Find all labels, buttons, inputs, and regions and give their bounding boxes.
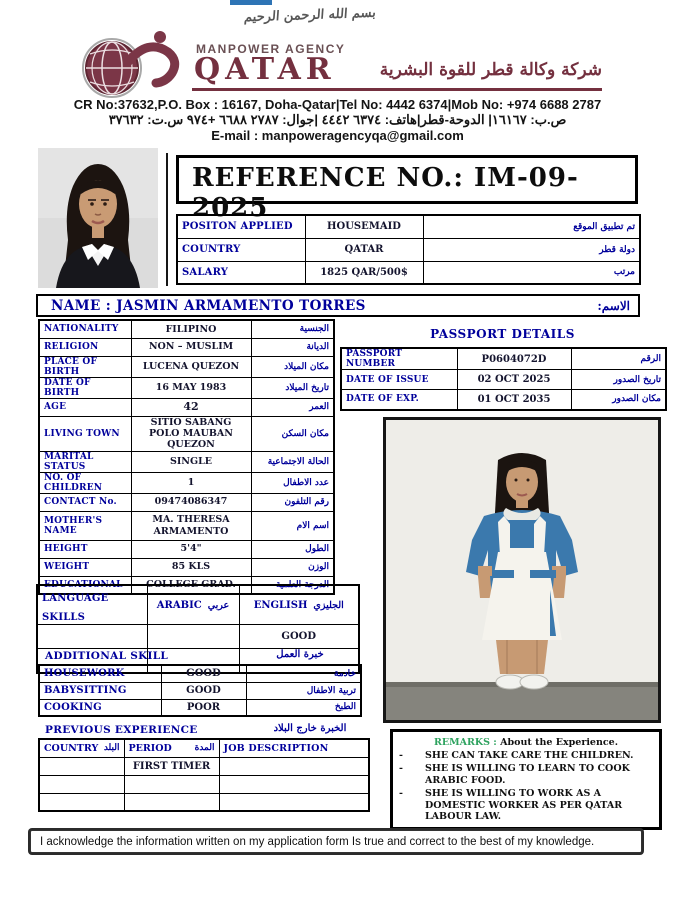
position-applied-label: POSITON APPLIED xyxy=(177,215,305,238)
country-arabic: دولة قطر xyxy=(423,238,640,261)
height-arabic: الطول xyxy=(251,540,334,558)
housework-value: GOOD xyxy=(161,665,246,682)
remark-text: SHE IS WILLING TO LEARN TO COOK ARABIC FOOD. xyxy=(425,762,630,786)
job-cell xyxy=(219,793,369,811)
job-cell xyxy=(219,775,369,793)
religion-arabic: الديانة xyxy=(251,338,334,356)
weight-label: WEIGHT xyxy=(39,558,131,576)
country-cell xyxy=(39,775,124,793)
globe-icon xyxy=(72,28,197,98)
babysitting-arabic: تربية الاطفال xyxy=(246,682,361,699)
table-row xyxy=(39,377,334,398)
age-value: 42 xyxy=(131,398,251,416)
table-row xyxy=(39,451,334,472)
period-column-header xyxy=(124,739,219,757)
table-row xyxy=(39,540,334,558)
table-row xyxy=(39,665,361,682)
photo-divider-line xyxy=(166,153,168,286)
marital-status-value: SINGLE xyxy=(131,451,251,472)
header-divider xyxy=(192,88,602,91)
bismillah-calligraphy: بسم الله الرحمن الرحيم xyxy=(243,5,377,26)
remark-item xyxy=(399,763,653,787)
bullet-dash: - xyxy=(399,750,403,761)
remark-text: SHE IS WILLING TO WORK AS A DOMESTIC WORKER AS PER QATAR LABOUR LAW. xyxy=(425,787,623,823)
bullet-dash: - xyxy=(399,762,403,774)
age-arabic: العمر xyxy=(251,398,334,416)
agency-name-arabic: شركة وكالة قطر للقوة البشرية xyxy=(379,60,602,80)
educational-arabic: الدرجة العلمية xyxy=(251,576,334,594)
passport-number-label: PASSPORT NUMBER xyxy=(341,348,457,370)
remarks-title xyxy=(399,737,653,748)
religion-label: RELIGION xyxy=(39,338,131,356)
height-label: HEIGHT xyxy=(39,540,131,558)
country-label: COUNTRY xyxy=(177,238,305,261)
applicant-name: NAME : JASMIN ARMAMENTO TORRES xyxy=(51,297,366,314)
empty-cell xyxy=(37,625,147,649)
table-row xyxy=(39,472,334,493)
date-of-issue-label: DATE OF ISSUE xyxy=(341,370,457,390)
country-column-header xyxy=(39,739,124,757)
religion-value: NON – MUSLIM xyxy=(131,338,251,356)
scan-blue-mark xyxy=(230,0,272,5)
table-row xyxy=(39,398,334,416)
previous-experience-title-arabic: الخبرة خارج البلاد xyxy=(273,723,347,734)
period-header-arabic: المدة xyxy=(194,743,215,754)
acknowledgement-box xyxy=(30,830,642,853)
table-row xyxy=(341,390,666,410)
table-row xyxy=(39,739,369,757)
table-row xyxy=(39,699,361,716)
contact-value: 09474086347 xyxy=(131,493,251,511)
living-town-label: LIVING TOWN xyxy=(39,416,131,451)
date-of-exp-label: DATE OF EXP. xyxy=(341,390,457,410)
place-of-birth-arabic: مكان الميلاد xyxy=(251,356,334,377)
children-value: 1 xyxy=(131,472,251,493)
nationality-value: FILIPINO xyxy=(131,320,251,338)
salary-arabic: مرتب xyxy=(423,261,640,284)
contact-info-line: CR No:37632,P.O. Box : 16167, Doha-Qatar|Tel No: 4442 6374|Mob No: +974 6688 2787 xyxy=(73,97,602,112)
table-row xyxy=(39,511,334,540)
additional-skill-title: ADDITIONAL SKILL xyxy=(45,650,169,662)
educational-label: EDUCATIONAL xyxy=(39,576,131,594)
children-arabic: عدد الاطفال xyxy=(251,472,334,493)
babysitting-label: BABYSITTING xyxy=(39,682,161,699)
table-row xyxy=(39,757,369,775)
remarks-box xyxy=(390,729,662,830)
cooking-label: COOKING xyxy=(39,699,161,716)
contact-label: CONTACT No. xyxy=(39,493,131,511)
passport-details-title: PASSPORT DETAILS xyxy=(430,327,575,341)
personal-details-table xyxy=(38,319,335,595)
contact-arabic: رقم التلفون xyxy=(251,493,334,511)
date-of-birth-label: DATE OF BIRTH xyxy=(39,377,131,398)
portrait-photo-image xyxy=(38,148,158,288)
table-row xyxy=(39,338,334,356)
period-cell xyxy=(124,793,219,811)
name-label-arabic: الاسم: xyxy=(597,298,630,313)
arabic-level-cell xyxy=(147,625,239,649)
full-body-photo xyxy=(383,417,661,723)
table-row xyxy=(37,585,359,625)
agency-logo xyxy=(72,28,197,98)
date-of-birth-arabic: تاريخ الميلاد xyxy=(251,377,334,398)
table-row xyxy=(39,356,334,377)
date-of-birth-value: 16 MAY 1983 xyxy=(131,377,251,398)
remarks-label: REMARKS : xyxy=(433,737,497,748)
height-value: 5'4" xyxy=(131,540,251,558)
position-table xyxy=(176,214,641,285)
nationality-label: NATIONALITY xyxy=(39,320,131,338)
date-of-issue-value: 02 OCT 2025 xyxy=(457,370,571,390)
table-row xyxy=(177,238,640,261)
passport-number-arabic: الرقم xyxy=(571,348,666,370)
contact-info-line-arabic: ص.ب: ١٦١٦٧| الدوحة-قطر|هاتف: ٦٣٧٤ ٤٤٤٢ |جوال: ٢٧٨٧ ٦٦٨٨ +٩٧٤ س.ت: ٣٧٦٣٢ xyxy=(108,112,567,127)
cooking-value: POOR xyxy=(161,699,246,716)
table-row xyxy=(39,320,334,338)
country-header-arabic: البلد xyxy=(103,743,120,754)
bullet-dash: - xyxy=(399,787,403,799)
name-bar xyxy=(36,294,640,317)
mother-name-value: MA. THERESA ARMAMENTO xyxy=(131,511,251,540)
table-row xyxy=(39,793,369,811)
additional-skill-title-arabic: خبرة العمل xyxy=(276,649,324,660)
table-row xyxy=(39,558,334,576)
email-line: E-mail : manpoweragencyqa@gmail.com xyxy=(211,128,464,143)
acknowledgement-text: I acknowledge the information written on my application form Is true and correct to the best of my knowledge. xyxy=(40,835,595,848)
english-label: ENGLISH xyxy=(253,599,308,611)
table-row xyxy=(39,775,369,793)
nationality-arabic: الجنسية xyxy=(251,320,334,338)
marital-status-label: MARITAL STATUS xyxy=(39,451,131,472)
marital-status-arabic: الحالة الاجتماعية xyxy=(251,451,334,472)
place-of-birth-label: PLACE OF BIRTH xyxy=(39,356,131,377)
remark-item xyxy=(399,788,653,824)
age-label: AGE xyxy=(39,398,131,416)
language-skills-label: LANGUAGE SKILLS xyxy=(42,593,109,623)
table-row xyxy=(39,682,361,699)
country-header-label: COUNTRY xyxy=(44,742,99,754)
job-cell xyxy=(219,757,369,775)
english-column-header xyxy=(239,585,359,625)
language-skills-header xyxy=(37,585,147,625)
country-cell xyxy=(39,793,124,811)
educational-value: COLLEGE GRAD. xyxy=(131,576,251,594)
english-label-arabic: الجليزي xyxy=(313,599,344,611)
agency-subtitle: MANPOWER AGENCY xyxy=(196,42,346,56)
reference-number-box xyxy=(176,155,638,223)
arabic-label-arabic: عربي xyxy=(207,599,230,611)
table-row xyxy=(39,493,334,511)
previous-experience-table xyxy=(38,738,370,812)
mother-name-arabic: اسم الام xyxy=(251,511,334,540)
cooking-arabic: الطبخ xyxy=(246,699,361,716)
remark-text: SHE CAN TAKE CARE THE CHILDREN. xyxy=(425,750,634,761)
housework-arabic: خادمة xyxy=(246,665,361,682)
period-header-label: PERIOD xyxy=(128,742,172,754)
country-value: QATAR xyxy=(305,238,423,261)
agency-name: QATAR xyxy=(194,52,336,87)
additional-skill-table xyxy=(38,664,362,717)
period-cell: FIRST TIMER xyxy=(124,757,219,775)
table-row xyxy=(177,215,640,238)
date-of-issue-arabic: تاريخ الصدور xyxy=(571,370,666,390)
full-body-photo-image xyxy=(386,420,658,720)
weight-value: 85 KLS xyxy=(131,558,251,576)
passport-table xyxy=(340,347,667,411)
table-row xyxy=(39,416,334,451)
previous-experience-title: PREVIOUS EXPERIENCE xyxy=(45,724,198,736)
country-cell xyxy=(39,757,124,775)
salary-label: SALARY xyxy=(177,261,305,284)
babysitting-value: GOOD xyxy=(161,682,246,699)
arabic-column-header xyxy=(147,585,239,625)
mother-name-label: MOTHER'S NAME xyxy=(39,511,131,540)
position-applied-arabic: تم تطبيق الموقع xyxy=(423,215,640,238)
english-level-cell: GOOD xyxy=(239,625,359,649)
living-town-value: SITIO SABANG POLO MAUBAN QUEZON xyxy=(131,416,251,451)
remarks-heading: About the Experience. xyxy=(500,737,619,748)
passport-number-value: P0604072D xyxy=(457,348,571,370)
housework-label: HOUSEWORK xyxy=(39,665,161,682)
place-of-birth-value: LUCENA QUEZON xyxy=(131,356,251,377)
remark-item xyxy=(399,750,653,762)
salary-value: 1825 QAR/500$ xyxy=(305,261,423,284)
table-row xyxy=(341,370,666,390)
date-of-exp-value: 01 OCT 2035 xyxy=(457,390,571,410)
reference-number: REFERENCE NO.: IM-09-2025 xyxy=(192,163,579,223)
position-applied-value: HOUSEMAID xyxy=(305,215,423,238)
table-row xyxy=(177,261,640,284)
portrait-photo xyxy=(38,148,158,288)
living-town-arabic: مكان السكن xyxy=(251,416,334,451)
children-label: NO. OF CHILDREN xyxy=(39,472,131,493)
period-cell xyxy=(124,775,219,793)
table-row xyxy=(37,625,359,649)
arabic-label: ARABIC xyxy=(156,599,202,611)
weight-arabic: الوزن xyxy=(251,558,334,576)
job-description-header: JOB DESCRIPTION xyxy=(219,739,369,757)
table-row xyxy=(341,348,666,370)
date-of-exp-arabic: مكان الصدور xyxy=(571,390,666,410)
